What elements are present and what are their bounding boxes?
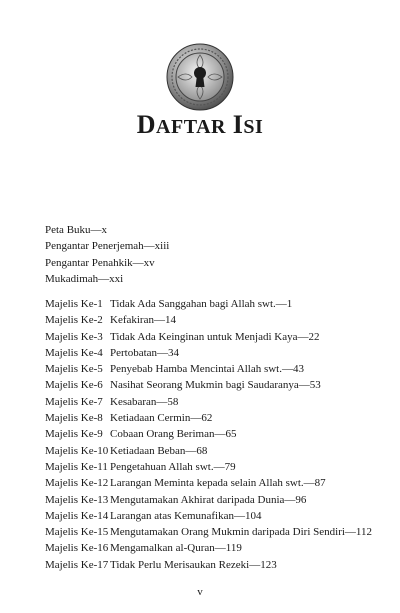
- chapter-title: Kefakiran—14: [110, 314, 176, 327]
- chapter-number: Majelis Ke-10: [45, 444, 109, 457]
- chapter-title: Kesabaran—58: [110, 395, 179, 408]
- keyhole-emblem-icon: [166, 43, 234, 111]
- chapter-number: Majelis Ke-17: [45, 558, 109, 571]
- chapter-entry: [45, 508, 378, 524]
- chapter-entry: [45, 475, 378, 491]
- chapter-number: Majelis Ke-4: [45, 346, 103, 359]
- chapter-title: Tidak Ada Sanggahan bagi Allah swt.—1: [110, 298, 293, 310]
- front-matter-item: Mukadimah—xxi: [45, 272, 124, 285]
- chapter-title: Tidak Perlu Merisaukan Rezeki—123: [110, 558, 277, 571]
- chapter-title: Pertobatan—34: [110, 346, 180, 359]
- chapter-entry: [45, 394, 378, 410]
- chapter-entry: [45, 296, 378, 312]
- chapter-entry: [45, 524, 378, 540]
- chapter-title: Ketiadaan Cermin—62: [110, 412, 213, 425]
- chapter-number: Majelis Ke-14: [45, 509, 109, 522]
- chapter-entry: [45, 329, 378, 345]
- chapter-entry: [45, 312, 378, 328]
- chapter-entry: [45, 361, 378, 377]
- chapter-number: Majelis Ke-12: [45, 477, 109, 490]
- chapter-title: Penyebab Hamba Mencintai Allah swt.—43: [110, 363, 304, 376]
- chapter-number: Majelis Ke-9: [45, 428, 103, 441]
- chapter-title: Ketiadaan Beban—68: [110, 444, 208, 457]
- front-matter-item: Peta Buku—x: [45, 224, 108, 236]
- chapter-number: Majelis Ke-1: [45, 298, 103, 310]
- chapter-number: Majelis Ke-15: [45, 526, 109, 539]
- front-matter-item: Pengantar Penerjemah—xiii: [45, 240, 170, 253]
- chapter-number: Majelis Ke-13: [45, 493, 109, 506]
- chapter-number: Majelis Ke-6: [45, 379, 103, 392]
- chapter-number: Majelis Ke-11: [45, 460, 108, 473]
- front-matter-list: [45, 222, 169, 287]
- chapter-title: Larangan atas Kemunafikan—104: [110, 509, 262, 522]
- chapter-list: [45, 296, 378, 573]
- chapter-entry: [45, 345, 378, 361]
- chapter-title: Mengutamakan Akhirat daripada Dunia—96: [110, 493, 307, 506]
- chapter-entry: [45, 557, 378, 573]
- chapter-entry: [45, 426, 378, 442]
- chapter-entry: [45, 377, 378, 393]
- front-matter-item: Pengantar Penahkik—xv: [45, 256, 155, 269]
- chapter-entry: [45, 459, 378, 475]
- page-title: DAFTAR ISI: [136, 110, 264, 139]
- chapter-title: Larangan Meminta kepada selain Allah swt.—87: [110, 477, 326, 490]
- chapter-number: Majelis Ke-3: [45, 330, 103, 343]
- chapter-title: Nasihat Seorang Mukmin bagi Saudaranya—53: [110, 379, 321, 392]
- chapter-title: Cobaan Orang Beriman—65: [110, 428, 237, 441]
- page-number: v: [197, 586, 203, 598]
- chapter-title: Mengamalkan al-Quran—119: [110, 542, 242, 555]
- chapter-entry: [45, 410, 378, 426]
- chapter-title: Mengutamakan Orang Mukmin daripada Diri Sendiri—112: [110, 526, 373, 539]
- chapter-number: Majelis Ke-16: [45, 542, 109, 555]
- chapter-entry: [45, 443, 378, 459]
- chapter-entry: [45, 540, 378, 556]
- chapter-number: Majelis Ke-2: [45, 314, 103, 327]
- chapter-entry: [45, 492, 378, 508]
- chapter-number: Majelis Ke-7: [45, 395, 103, 408]
- chapter-title: Pengetahuan Allah swt.—79: [110, 460, 236, 473]
- chapter-title: Tidak Ada Keinginan untuk Menjadi Kaya—22: [110, 330, 320, 343]
- chapter-number: Majelis Ke-8: [45, 412, 103, 425]
- chapter-number: Majelis Ke-5: [45, 363, 103, 376]
